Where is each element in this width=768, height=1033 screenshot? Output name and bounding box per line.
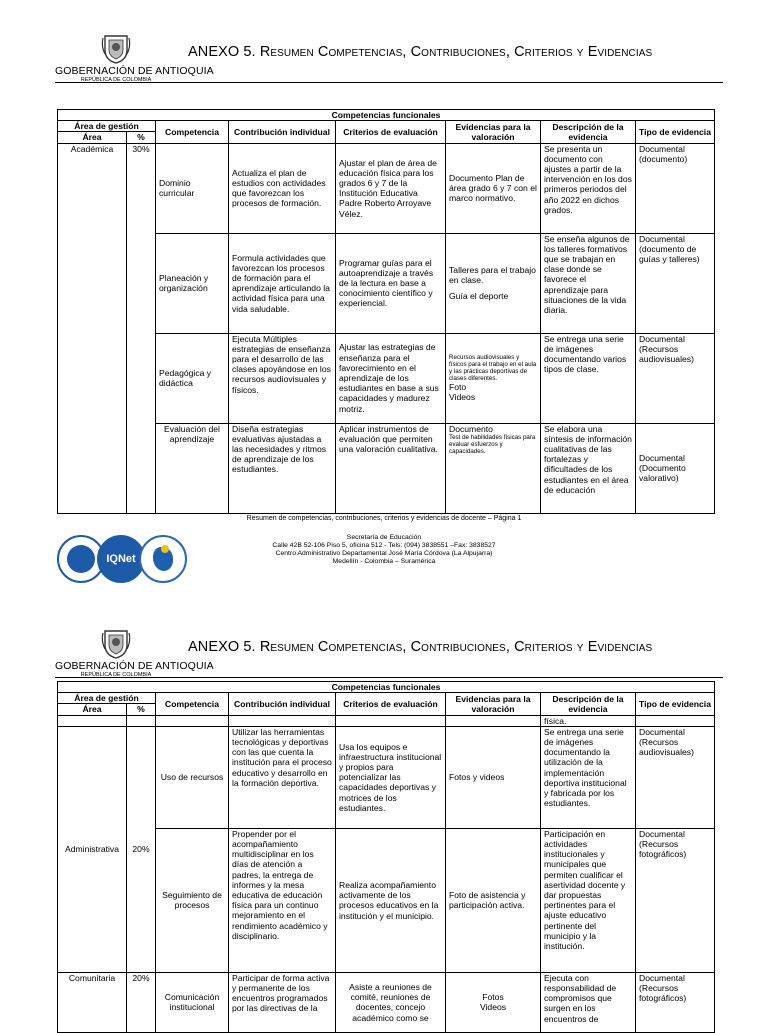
criterios-cell: Programar guías para el autoaprendizaje a través de la lectura en base a conocimiento científico y experiencial. xyxy=(336,233,446,333)
page-caption: Resumen de competencias, contribuciones, criterios y evidencias de docente – Página 1 xyxy=(246,515,522,522)
table-row xyxy=(58,828,715,972)
evidencias-cell xyxy=(446,333,541,423)
table-row xyxy=(58,333,715,423)
empty-cell xyxy=(127,715,156,726)
contribucion-cell: Formula actividades que favorezcan los procesos de formación para el aprendizaje articulando la actividad física para una vida saludable. xyxy=(229,233,336,333)
table-row xyxy=(58,143,715,233)
header-descripcion: Descripción de la evidencia xyxy=(541,121,636,143)
evidencias-cell: Foto de asistencia y participación activa. xyxy=(446,828,541,972)
evidencias-line: Guía el deporte xyxy=(449,291,509,302)
page-header xyxy=(55,32,725,102)
competencia-cell: Dominio curricular xyxy=(156,143,229,233)
header-divider xyxy=(55,677,723,678)
criterios-cell: Realiza acompañamiento activamente de los procesos educativos en la institución y el municipio. xyxy=(336,828,446,972)
org-name: GOBERNACIÓN DE ANTIOQUIA xyxy=(55,65,214,77)
evidencias-cell: Documento Plan de área grado 6 y 7 con el marco normativo. xyxy=(446,143,541,233)
criterios-cell: Ajustar las estrategias de enseñanza para el favorecimiento en el aprendizaje de los estudiantes en base a sus capacidades y madurez motriz. xyxy=(336,333,446,423)
empty-cell xyxy=(229,715,336,726)
tipo-cell: Documental (Recursos fotográficos) xyxy=(636,972,715,1032)
descripcion-cell: Se entrega una serie de imágenes documentando varios tipos de clase. xyxy=(541,333,636,423)
header-contribucion: Contribución individual xyxy=(229,693,336,715)
competencias-table-page-2 xyxy=(57,681,715,1033)
tipo-cell: Documental (Documento valorativo) xyxy=(636,423,715,513)
contribucion-cell: Diseña estrategias evaluativas ajustadas a las necesidades y ritmos de aprendizaje de los estudiantes. xyxy=(229,423,336,513)
footer-line: Secretaría de Educación xyxy=(346,534,422,541)
header-tipo: Tipo de evidencia xyxy=(636,693,715,715)
evidencias-line: Videos xyxy=(479,1002,507,1013)
tipo-cell: Documental (Recursos audiovisuales) xyxy=(636,726,715,828)
competencia-cell: Evaluación del aprendizaje xyxy=(156,423,229,513)
descripcion-cell: Participación en actividades institucionales y municipales que permiten cualificar el asertividad docente y dar propuestas pertinentes para el ajuste educativo pertinente del municipio y la institución. xyxy=(541,828,636,972)
evidencias-line: Documento xyxy=(449,423,493,434)
contribucion-cell: Utilizar las herramientas tecnológicas y deportivas con las que cuenta la institución para el proceso educativo y desarrollo en la formación deportiva. xyxy=(229,726,336,828)
competencia-cell: Pedagógica y didáctica xyxy=(156,333,229,423)
competencia-cell: Uso de recursos xyxy=(156,726,229,828)
contribucion-cell: Ejecuta Múltiples estrategias de enseñanza para el desarrollo de las clases apoyándose en los recursos audiovisuales y físicos. xyxy=(229,333,336,423)
descripcion-cell: Se entrega una serie de imágenes documentando la utilización de la implementación deportiva institucional y fabricada por los estudiantes. xyxy=(541,726,636,828)
header-descripcion: Descripción de la evidencia xyxy=(541,693,636,715)
footer-line: Calle 42B 52-106 Piso 5, oficina 512 - Tels: (094) 3838551 –Fax: 3838527 xyxy=(272,542,496,549)
iqnet-label: IQNet xyxy=(106,553,136,565)
table-row xyxy=(58,715,715,726)
header-area: Área xyxy=(58,132,127,143)
tipo-cell: Documental (Recursos audiovisuales) xyxy=(636,333,715,423)
criterios-cell: Usa los equipos e infraestructura institucional y propios para potencializar las capacidades deportivas y motrices de los estudiantes. xyxy=(336,726,446,828)
table-row xyxy=(58,423,715,513)
empty-cell xyxy=(336,715,446,726)
evidencias-line: Fotos xyxy=(482,992,504,1003)
descripcion-cell: Se presenta un documento con ajustes a partir de la intervención en los dos primeros periodos del año 2022 en dichos grados. xyxy=(541,143,636,233)
area-cell: Administrativa xyxy=(58,726,127,972)
evidencias-line: Videos xyxy=(449,392,476,403)
criterios-cell: Ajustar el plan de área de educación física para los grados 6 y 7 de la Institución Educativa Padre Roberto Arroyave Vélez. xyxy=(336,143,446,233)
competencia-cell: Planeación y organización xyxy=(156,233,229,333)
evidencias-line: Foto xyxy=(449,381,467,392)
evidencias-small-text: Test de habilidades físicas para evaluar esfuerzos y capacidades. xyxy=(449,433,536,455)
criterios-cell: Aplicar instrumentos de evaluación que permiten una valoración cualitativa. xyxy=(336,423,446,513)
table-row xyxy=(58,233,715,333)
org-name: GOBERNACIÓN DE ANTIOQUIA xyxy=(55,660,214,672)
contribucion-cell: Participar de forma activa y permanente de los encuentros programados por las directivas de la xyxy=(229,972,336,1032)
document-title: ANEXO 5. Resumen Competencias, Contribuciones, Criterios y Evidencias xyxy=(188,44,653,60)
document-title: ANEXO 5. Resumen Competencias, Contribuciones, Criterios y Evidencias xyxy=(188,639,653,655)
table-row xyxy=(58,726,715,828)
evidencias-cell xyxy=(446,972,541,1032)
header-contribucion: Contribución individual xyxy=(229,121,336,143)
evidencias-line: Talleres para el trabajo en clase. xyxy=(449,264,536,285)
descripcion-cell: Se enseña algunos de los talleres formativos que se trabajan en clase donde se favorece el aprendizaje para situaciones de la vida diaria. xyxy=(541,233,636,333)
table-group-header: Competencias funcionales xyxy=(58,110,715,121)
empty-cell xyxy=(636,715,715,726)
evidencias-cell xyxy=(446,423,541,513)
evidencias-cell xyxy=(446,233,541,333)
country-name: REPÚBLICA DE COLOMBIA xyxy=(80,672,152,678)
header-evidencias: Evidencias para la valoración xyxy=(446,121,541,143)
footer-line: Centro Administrativo Departamental José María Córdova (La Alpujarra) xyxy=(275,550,493,557)
header-area: Área xyxy=(58,704,127,715)
page-footer xyxy=(0,534,768,566)
descripcion-cell: Se elabora una síntesis de información cualitativas de las fortalezas y dificultades de los estudiantes en el área de educación xyxy=(541,423,636,513)
pct-cell: 30% xyxy=(127,143,156,513)
table-group-header: Competencias funcionales xyxy=(58,682,715,693)
header-pct: % xyxy=(127,704,156,715)
tipo-cell: Documental (Recursos fotográficos) xyxy=(636,828,715,972)
table-row xyxy=(58,972,715,1032)
empty-cell xyxy=(58,715,127,726)
competencia-cell: Comunicación institucional xyxy=(156,972,229,1032)
header-area-gestion: Área de gestión xyxy=(58,121,156,132)
tipo-cell: Documental (documento de guías y talleres) xyxy=(636,233,715,333)
pct-cell: 20% xyxy=(127,726,156,972)
header-competencia: Competencia xyxy=(156,693,229,715)
area-cell: Académica xyxy=(58,143,127,513)
coat-of-arms-icon xyxy=(101,32,131,64)
competencias-table-page-1 xyxy=(57,109,715,514)
evidencias-cell: Fotos y videos xyxy=(446,726,541,828)
header-criterios: Criterios de evaluación xyxy=(336,121,446,143)
criterios-cell: Asiste a reuniones de comité, reuniones de docentes, concejo académico como se xyxy=(336,972,446,1032)
header-evidencias: Evidencias para la valoración xyxy=(446,693,541,715)
header-pct: % xyxy=(127,132,156,143)
descripcion-carry-cell: física. xyxy=(541,715,636,726)
descripcion-cell: Ejecuta con responsabilidad de compromisos que surgen en los encuentros de xyxy=(541,972,636,1032)
header-tipo: Tipo de evidencia xyxy=(636,121,715,143)
empty-cell xyxy=(446,715,541,726)
coat-of-arms-icon xyxy=(101,627,131,659)
header-divider xyxy=(55,82,723,83)
contribucion-cell: Propender por el acompañamiento multidisciplinar en los días de atención a padres, la entrega de informes y la mesa educativa de educación física para un continuo mejoramiento en el rendimiento académico y disciplinario. xyxy=(229,828,336,972)
empty-cell xyxy=(156,715,229,726)
tipo-cell: Documental (documento) xyxy=(636,143,715,233)
header-competencia: Competencia xyxy=(156,121,229,143)
competencia-cell: Seguimiento de procesos xyxy=(156,828,229,972)
contribucion-cell: Actualiza el plan de estudios con actividades que favorezcan los procesos de formación. xyxy=(229,143,336,233)
header-criterios: Criterios de evaluación xyxy=(336,693,446,715)
country-name: REPÚBLICA DE COLOMBIA xyxy=(80,77,152,83)
area-cell: Comunitaria xyxy=(58,972,127,1032)
footer-line: Medellín - Colombia – Suramérica xyxy=(332,558,436,565)
evidencias-small-text: Recursos audiovisuales y físicos para el trabajo en el aula y las prácticas deportivas de clases diferentes. xyxy=(449,353,537,382)
header-area-gestion: Área de gestión xyxy=(58,693,156,704)
pct-cell: 20% xyxy=(127,972,156,1032)
